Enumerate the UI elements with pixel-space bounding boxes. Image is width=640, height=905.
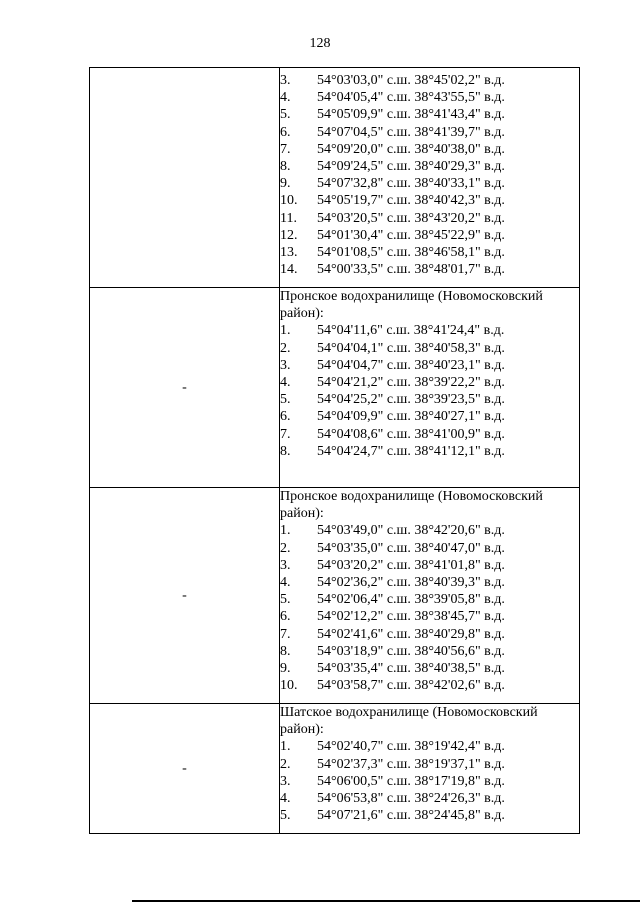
- coordinate-value: 54°04'05,4" с.ш. 38°43'55,5" в.д.: [317, 90, 505, 106]
- coordinate-number: 1.: [280, 323, 291, 339]
- coordinate-value: 54°03'49,0" с.ш. 38°42'20,6" в.д.: [317, 523, 505, 539]
- coordinate-item: [280, 340, 579, 357]
- coordinate-item: [280, 357, 579, 374]
- coordinate-item: [280, 773, 579, 790]
- coordinate-number: 4.: [280, 575, 291, 591]
- coordinate-number: 5.: [280, 107, 291, 123]
- coordinate-number: 3.: [280, 357, 291, 373]
- coordinate-item: [280, 106, 579, 123]
- coordinate-value: 54°05'09,9" с.ш. 38°41'43,4" в.д.: [317, 107, 505, 123]
- coordinate-value: 54°03'03,0" с.ш. 38°45'02,2" в.д.: [317, 73, 505, 88]
- coordinate-item: [280, 141, 579, 158]
- row-left-cell: [90, 488, 280, 704]
- coordinate-number: 3.: [280, 73, 291, 88]
- bottom-rule: [132, 900, 640, 902]
- coordinate-item: [280, 756, 579, 773]
- coordinate-item: [280, 192, 579, 209]
- coordinate-number: 2.: [280, 340, 291, 356]
- coordinate-item: [280, 322, 579, 339]
- coordinate-number: 6.: [280, 124, 291, 140]
- coordinate-value: 54°03'35,4" с.ш. 38°40'38,5" в.д.: [317, 661, 505, 677]
- coordinate-number: 7.: [280, 626, 291, 642]
- coordinate-value: 54°04'09,9" с.ш. 38°40'27,1" в.д.: [317, 409, 505, 425]
- table-row: [90, 488, 580, 704]
- coordinate-item: [280, 540, 579, 557]
- coordinate-value: 54°04'04,7" с.ш. 38°40'23,1" в.д.: [317, 357, 505, 373]
- coordinate-value: 54°09'24,5" с.ш. 38°40'29,3" в.д.: [317, 159, 505, 175]
- coordinate-item: [280, 244, 579, 261]
- coordinate-number: 6.: [280, 409, 291, 425]
- page-number: 128: [309, 36, 331, 51]
- coordinate-value: 54°03'20,5" с.ш. 38°43'20,2" в.д.: [317, 210, 505, 226]
- coordinate-item: [280, 426, 579, 443]
- coordinate-item: [280, 443, 579, 460]
- coordinate-item: [280, 175, 579, 192]
- coordinate-value: 54°06'53,8" с.ш. 38°24'26,3" в.д.: [317, 791, 505, 807]
- coordinate-number: 5.: [280, 592, 291, 608]
- coordinate-value: 54°04'21,2" с.ш. 38°39'22,2" в.д.: [317, 375, 505, 391]
- coordinate-item: [280, 738, 579, 755]
- coordinate-value: 54°03'18,9" с.ш. 38°40'56,6" в.д.: [317, 643, 505, 659]
- coordinate-item: [280, 591, 579, 608]
- coordinate-item: [280, 72, 579, 89]
- coordinate-value: 54°04'24,7" с.ш. 38°41'12,1" в.д.: [317, 443, 505, 459]
- coordinate-item: [280, 408, 579, 425]
- coordinate-value: 54°02'36,2" с.ш. 38°40'39,3" в.д.: [317, 575, 505, 591]
- coordinate-value: 54°03'35,0" с.ш. 38°40'47,0" в.д.: [317, 540, 505, 556]
- reservoir-heading: Пронское водохранилище (Новомосковский район):: [280, 489, 543, 522]
- row-dash: -: [182, 588, 187, 603]
- reservoir-heading: Пронское водохранилище (Новомосковский район):: [280, 289, 543, 322]
- coordinate-value: 54°04'04,1" с.ш. 38°40'58,3" в.д.: [317, 340, 505, 356]
- row-left-cell: [90, 704, 280, 834]
- coordinate-value: 54°04'25,2" с.ш. 38°39'23,5" в.д.: [317, 392, 505, 408]
- coordinate-item: [280, 391, 579, 408]
- coordinate-number: 2.: [280, 540, 291, 556]
- coordinate-number: 6.: [280, 609, 291, 625]
- coordinate-number: 4.: [280, 375, 291, 391]
- coordinate-item: [280, 227, 579, 244]
- coordinate-value: 54°02'12,2" с.ш. 38°38'45,7" в.д.: [317, 609, 505, 625]
- coordinate-value: 54°00'33,5" с.ш. 38°48'01,7" в.д.: [317, 262, 505, 278]
- coordinate-number: 12.: [280, 227, 298, 243]
- coordinate-number: 10.: [280, 193, 298, 209]
- row-dash: -: [182, 380, 187, 395]
- coordinate-item: [280, 660, 579, 677]
- coordinate-number: 4.: [280, 791, 291, 807]
- coordinate-number: 8.: [280, 159, 291, 175]
- coordinate-item: [280, 626, 579, 643]
- coordinate-item: [280, 557, 579, 574]
- coordinate-item: [280, 807, 579, 824]
- coordinate-value: 54°07'21,6" с.ш. 38°24'45,8" в.д.: [317, 808, 505, 824]
- coordinate-number: 7.: [280, 426, 291, 442]
- row-left-cell: [90, 288, 280, 488]
- coordinate-number: 10.: [280, 678, 298, 694]
- coordinate-item: [280, 522, 579, 539]
- coordinate-value: 54°01'30,4" с.ш. 38°45'22,9" в.д.: [317, 227, 505, 243]
- coordinate-item: [280, 643, 579, 660]
- coordinate-number: 9.: [280, 176, 291, 192]
- coordinate-item: [280, 574, 579, 591]
- coordinate-value: 54°02'40,7" с.ш. 38°19'42,4" в.д.: [317, 739, 505, 755]
- coordinate-value: 54°05'19,7" с.ш. 38°40'42,3" в.д.: [317, 193, 505, 209]
- coordinate-number: 8.: [280, 643, 291, 659]
- coordinate-item: [280, 608, 579, 625]
- row-dash: -: [182, 761, 187, 776]
- coordinate-number: 5.: [280, 392, 291, 408]
- coordinate-number: 14.: [280, 262, 298, 278]
- coordinate-number: 11.: [280, 210, 297, 226]
- coordinate-number: 1.: [280, 523, 291, 539]
- table-row: [90, 704, 580, 834]
- coordinate-number: 2.: [280, 756, 291, 772]
- coordinate-number: 5.: [280, 808, 291, 824]
- row-left-cell: [90, 68, 280, 288]
- table-row: [90, 68, 580, 288]
- coordinate-item: [280, 124, 579, 141]
- coordinate-item: [280, 261, 579, 278]
- coordinate-value: 54°04'11,6" с.ш. 38°41'24,4" в.д.: [317, 323, 505, 339]
- coordinate-value: 54°06'00,5" с.ш. 38°17'19,8" в.д.: [317, 773, 505, 789]
- coordinate-value: 54°02'06,4" с.ш. 38°39'05,8" в.д.: [317, 592, 505, 608]
- coordinate-number: 13.: [280, 245, 298, 261]
- coordinate-number: 3.: [280, 557, 291, 573]
- coordinate-number: 7.: [280, 141, 291, 157]
- coordinate-number: 4.: [280, 90, 291, 106]
- coordinate-item: [280, 89, 579, 106]
- coordinate-item: [280, 210, 579, 227]
- coordinate-item: [280, 374, 579, 391]
- row-right-cell: [280, 488, 580, 704]
- coordinate-value: 54°07'32,8" с.ш. 38°40'33,1" в.д.: [317, 176, 505, 192]
- coordinate-item: [280, 677, 579, 694]
- coordinate-number: 1.: [280, 739, 291, 755]
- coordinate-number: 3.: [280, 773, 291, 789]
- coordinate-value: 54°04'08,6" с.ш. 38°41'00,9" в.д.: [317, 426, 505, 442]
- coordinate-value: 54°02'41,6" с.ш. 38°40'29,8" в.д.: [317, 626, 505, 642]
- table-row: [90, 288, 580, 488]
- coordinates-table: [89, 67, 580, 834]
- coordinate-value: 54°03'58,7" с.ш. 38°42'02,6" в.д.: [317, 678, 505, 694]
- reservoir-heading: Шатское водохранилище (Новомосковский район):: [280, 705, 538, 738]
- row-right-cell: [280, 288, 580, 488]
- coordinate-value: 54°09'20,0" с.ш. 38°40'38,0" в.д.: [317, 141, 505, 157]
- coordinate-item: [280, 790, 579, 807]
- row-right-cell: [280, 68, 580, 288]
- coordinate-number: 9.: [280, 661, 291, 677]
- coordinate-number: 8.: [280, 443, 291, 459]
- row-right-cell: [280, 704, 580, 834]
- coordinate-value: 54°02'37,3" с.ш. 38°19'37,1" в.д.: [317, 756, 505, 772]
- coordinate-value: 54°01'08,5" с.ш. 38°46'58,1" в.д.: [317, 245, 505, 261]
- coordinate-value: 54°07'04,5" с.ш. 38°41'39,7" в.д.: [317, 124, 505, 140]
- coordinate-item: [280, 158, 579, 175]
- coordinate-value: 54°03'20,2" с.ш. 38°41'01,8" в.д.: [317, 557, 505, 573]
